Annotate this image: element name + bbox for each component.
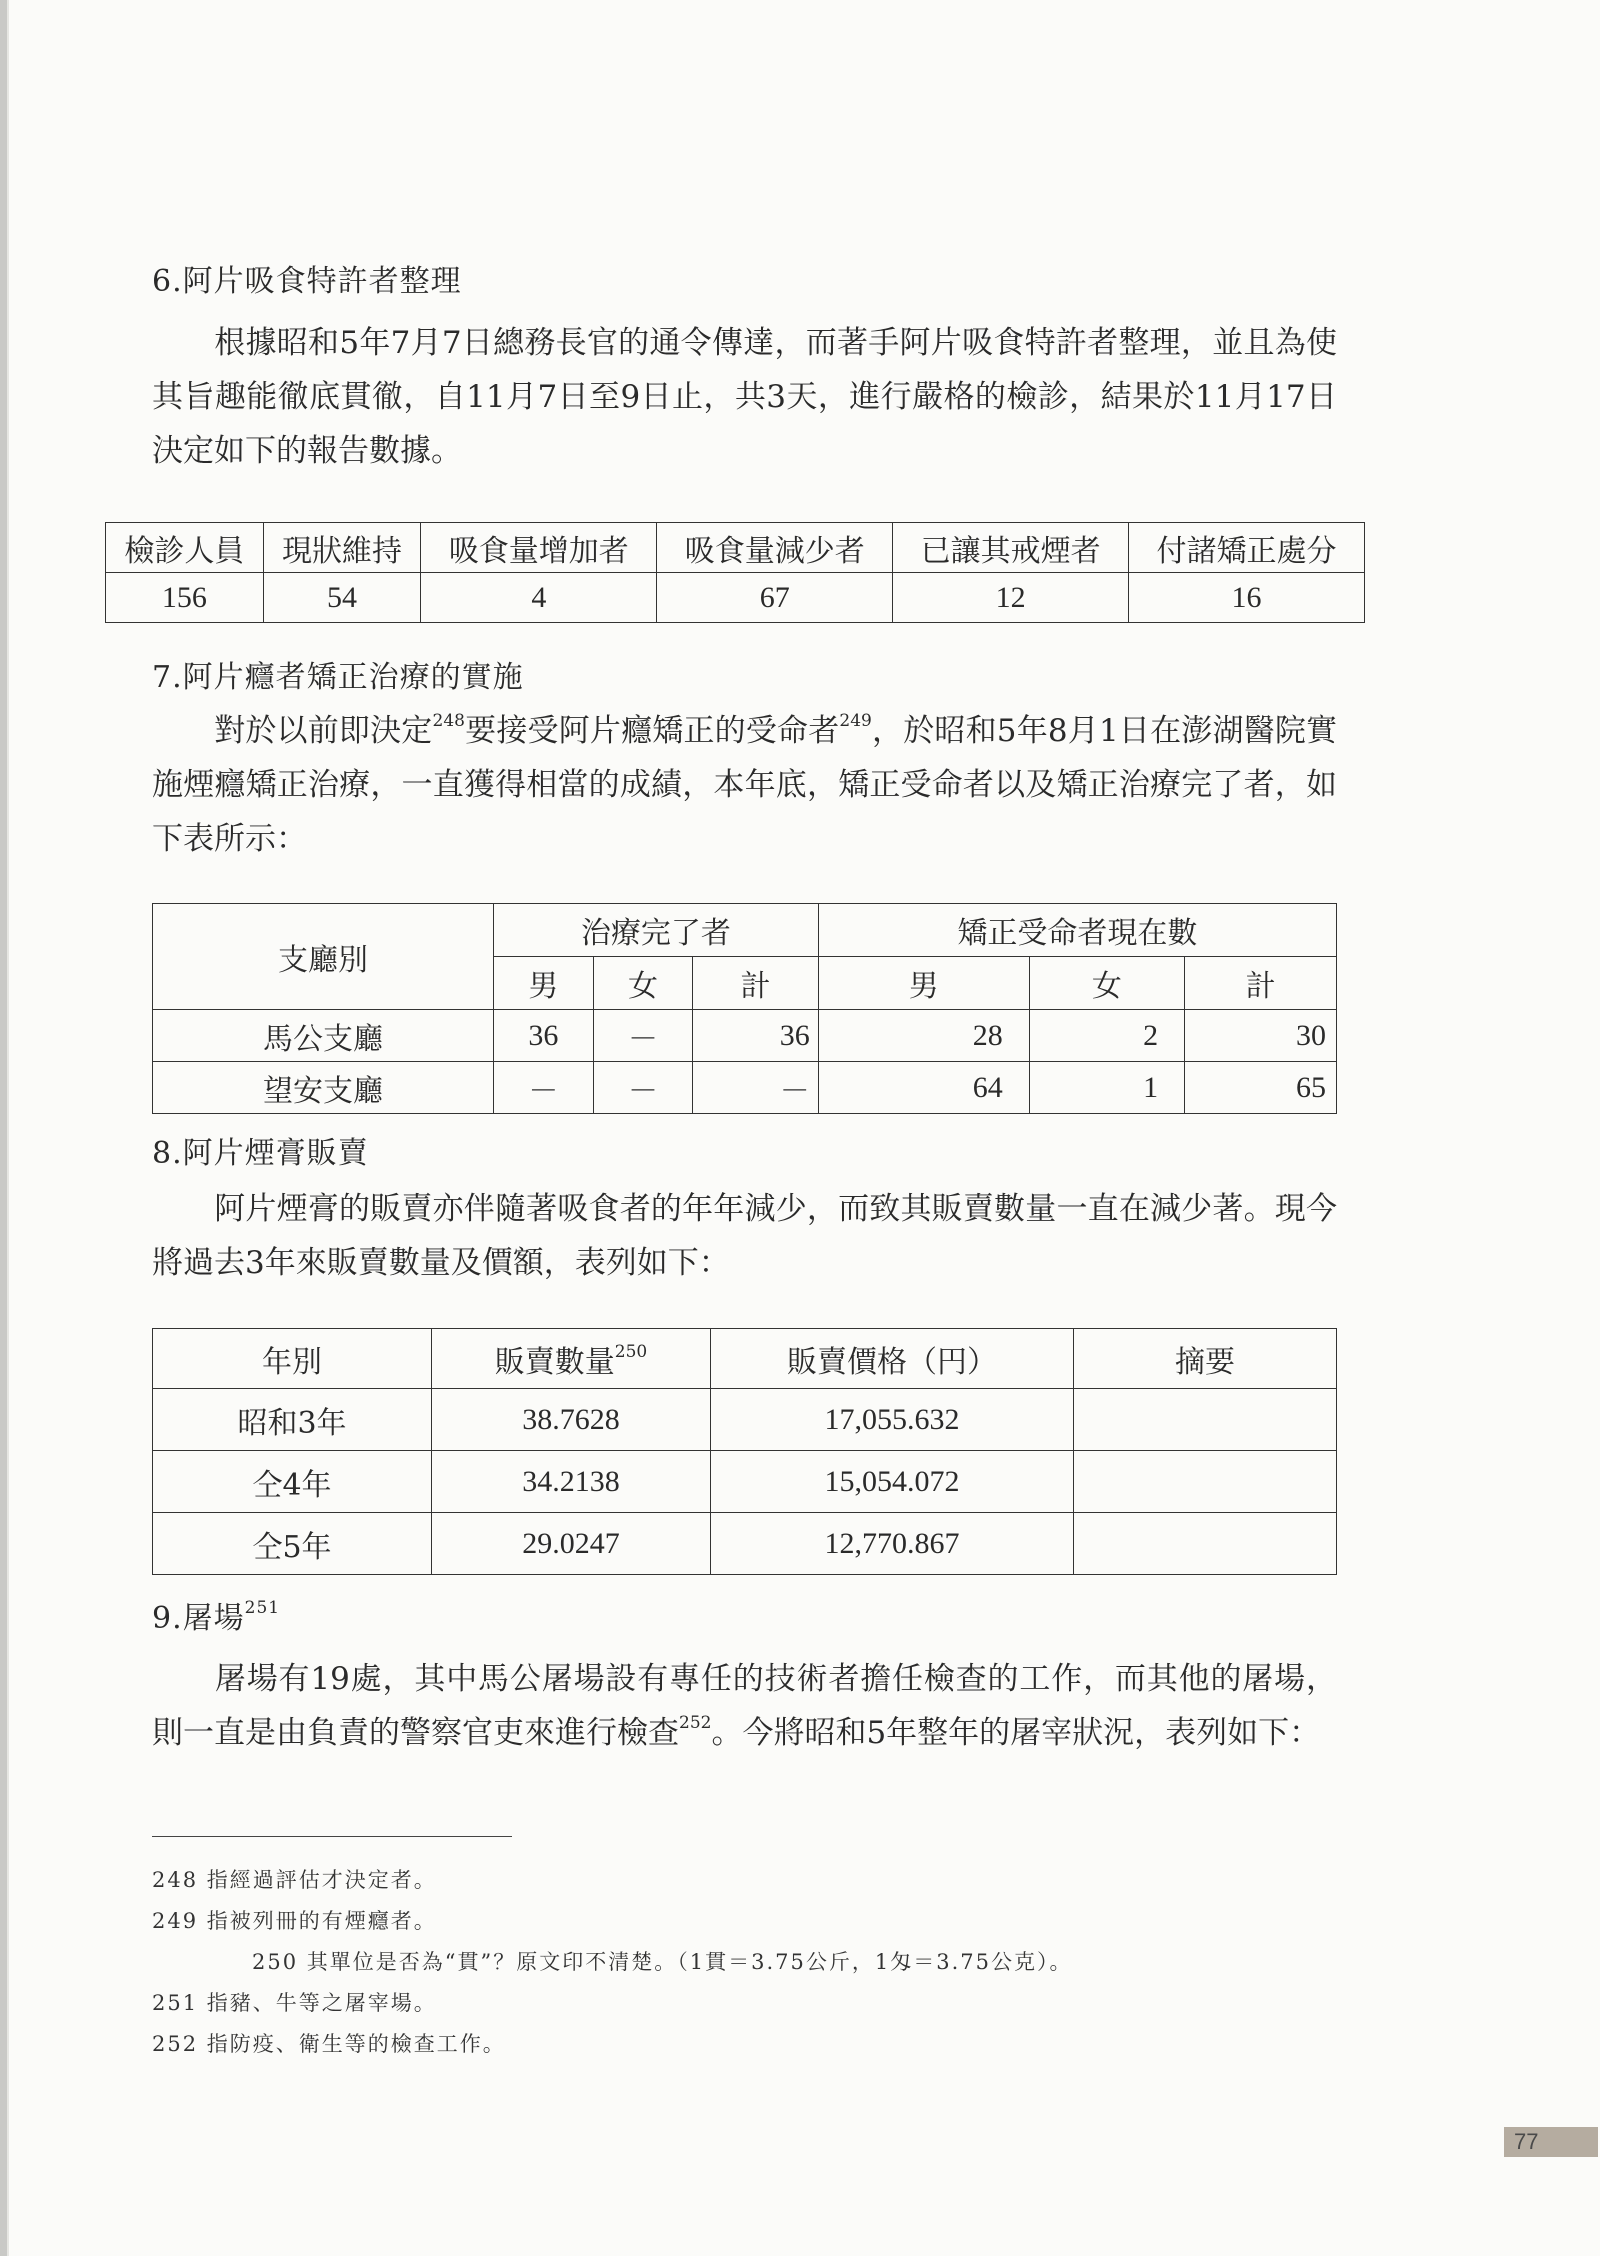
- section-7-text-a: 對於以前即決定: [214, 713, 433, 749]
- section-9-paragraph: [152, 1652, 1337, 1760]
- quantity-cell: 38.7628: [432, 1389, 711, 1451]
- group-treated-header: 治療完了者: [494, 904, 819, 957]
- note-cell: [1074, 1513, 1337, 1575]
- value-cell: 16: [1129, 573, 1365, 623]
- note-header: 摘要: [1074, 1329, 1337, 1389]
- table-row: [153, 1389, 1337, 1451]
- section-7-paragraph: [152, 704, 1337, 866]
- quantity-cell: 29.0247: [432, 1513, 711, 1575]
- branch-header: 支廳別: [153, 904, 494, 1010]
- section-8-title: 8.阿片煙膏販賣: [152, 1136, 369, 1171]
- value-cell: 67: [657, 573, 893, 623]
- footnote-ref-252: 252: [679, 1712, 712, 1733]
- group-current-header: 矯正受命者現在數: [818, 904, 1336, 957]
- footnote-251: 251 指豬、牛等之屠宰場。: [152, 1991, 437, 2015]
- year-cell: 仝4年: [153, 1451, 432, 1513]
- year-header: 年別: [153, 1329, 432, 1389]
- note-cell: [1074, 1389, 1337, 1451]
- sub-header: 計: [693, 957, 818, 1010]
- footnote-ref-249: 249: [839, 710, 872, 731]
- value-cell: 36: [693, 1010, 818, 1062]
- value-cell: －: [494, 1062, 594, 1114]
- footnote-ref-251: 251: [244, 1598, 281, 1618]
- footnote-ref-248: 248: [432, 710, 465, 731]
- year-cell: 昭和3年: [153, 1389, 432, 1451]
- section-6-title: 6.阿片吸食特許者整理: [152, 264, 462, 299]
- section-9-title: [152, 1593, 280, 1637]
- binding-edge: [0, 0, 7, 2256]
- sales-table: [152, 1328, 1337, 1575]
- page-number: 77: [1504, 2127, 1598, 2157]
- quantity-header: [432, 1329, 711, 1389]
- table-row: [153, 1451, 1337, 1513]
- section-9-text-b: 。今將昭和5年整年的屠宰狀況，表列如下：: [711, 1715, 1321, 1751]
- table-row: [153, 1010, 1337, 1062]
- year-cell: 仝5年: [153, 1513, 432, 1575]
- value-cell: 156: [106, 573, 264, 623]
- footnote-250: 250 其單位是否為“貫”？原文印不清楚。（1貫＝3.75公斤，1匁＝3.75公克）。: [252, 1950, 1073, 1974]
- quantity-header-label: 販賣數量: [494, 1344, 615, 1380]
- binding-line: [7, 0, 9, 2256]
- header-cell: 吸食量增加者: [421, 523, 657, 573]
- sub-header: 計: [1185, 957, 1337, 1010]
- treatment-table: [152, 903, 1337, 1114]
- footnote-divider: [152, 1836, 512, 1837]
- inspection-table: [105, 522, 1365, 623]
- value-cell: 54: [263, 573, 421, 623]
- footnote-252: 252 指防疫、衛生等的檢查工作。: [152, 2032, 506, 2056]
- section-9-text-a: 屠場有19處，其中馬公屠場設有專任的技術者擔任檢查的工作，而其他的屠場，則一直是由負責的警察官吏來進行檢查: [152, 1661, 1337, 1751]
- section-7-title: 7.阿片癮者矯正治療的實施: [152, 660, 524, 695]
- value-cell: 2: [1029, 1010, 1184, 1062]
- table-row: [153, 1062, 1337, 1114]
- footnote-248: 248 指經過評估才決定者。: [152, 1868, 437, 1892]
- value-cell: 4: [421, 573, 657, 623]
- price-header: 販賣價格（円）: [711, 1329, 1074, 1389]
- price-cell: 12,770.867: [711, 1513, 1074, 1575]
- value-cell: 36: [494, 1010, 594, 1062]
- quantity-cell: 34.2138: [432, 1451, 711, 1513]
- value-cell: 64: [818, 1062, 1029, 1114]
- header-cell: 已讓其戒煙者: [893, 523, 1129, 573]
- value-cell: 12: [893, 573, 1129, 623]
- footnote-ref-250: 250: [614, 1341, 648, 1362]
- header-cell: 吸食量減少者: [657, 523, 893, 573]
- price-cell: 15,054.072: [711, 1451, 1074, 1513]
- section-9-title-text: 9.屠場: [152, 1601, 245, 1636]
- section-8-text: 阿片煙膏的販賣亦伴隨著吸食者的年年減少，而致其販賣數量一直在減少著。現今將過去3年來販賣數量及價額，表列如下：: [152, 1191, 1337, 1281]
- sub-header: 男: [818, 957, 1029, 1010]
- value-cell: －: [693, 1062, 818, 1114]
- value-cell: －: [593, 1062, 693, 1114]
- header-cell: 現狀維持: [263, 523, 421, 573]
- section-6-paragraph: [152, 316, 1337, 478]
- header-cell: 付諸矯正處分: [1129, 523, 1365, 573]
- value-cell: 1: [1029, 1062, 1184, 1114]
- branch-name: 馬公支廳: [153, 1010, 494, 1062]
- section-6-text: 根據昭和5年7月7日總務長官的通令傳達，而著手阿片吸食特許者整理，並且為使其旨趣能徹底貫徹，自11月7日至9日止，共3天，進行嚴格的檢診，結果於11月17日決定如下的報告數據。: [152, 325, 1337, 469]
- note-cell: [1074, 1451, 1337, 1513]
- table-row: [153, 1513, 1337, 1575]
- section-7-text-c: ，於昭和5年8月1日在澎湖醫院實施煙癮矯正治療，一直獲得相當的成績，本年底，矯正受命者以及矯正治療完了者，如下表所示：: [152, 713, 1338, 857]
- branch-name: 望安支廳: [153, 1062, 494, 1114]
- value-cell: 28: [818, 1010, 1029, 1062]
- section-7-text-b: 要接受阿片癮矯正的受命者: [464, 713, 840, 749]
- sub-header: 女: [593, 957, 693, 1010]
- value-cell: 65: [1185, 1062, 1337, 1114]
- value-cell: 30: [1185, 1010, 1337, 1062]
- value-cell: －: [593, 1010, 693, 1062]
- footnote-249: 249 指被列冊的有煙癮者。: [152, 1909, 437, 1933]
- sub-header: 女: [1029, 957, 1184, 1010]
- price-cell: 17,055.632: [711, 1389, 1074, 1451]
- header-cell: 檢診人員: [106, 523, 264, 573]
- section-8-paragraph: [152, 1182, 1337, 1290]
- sub-header: 男: [494, 957, 594, 1010]
